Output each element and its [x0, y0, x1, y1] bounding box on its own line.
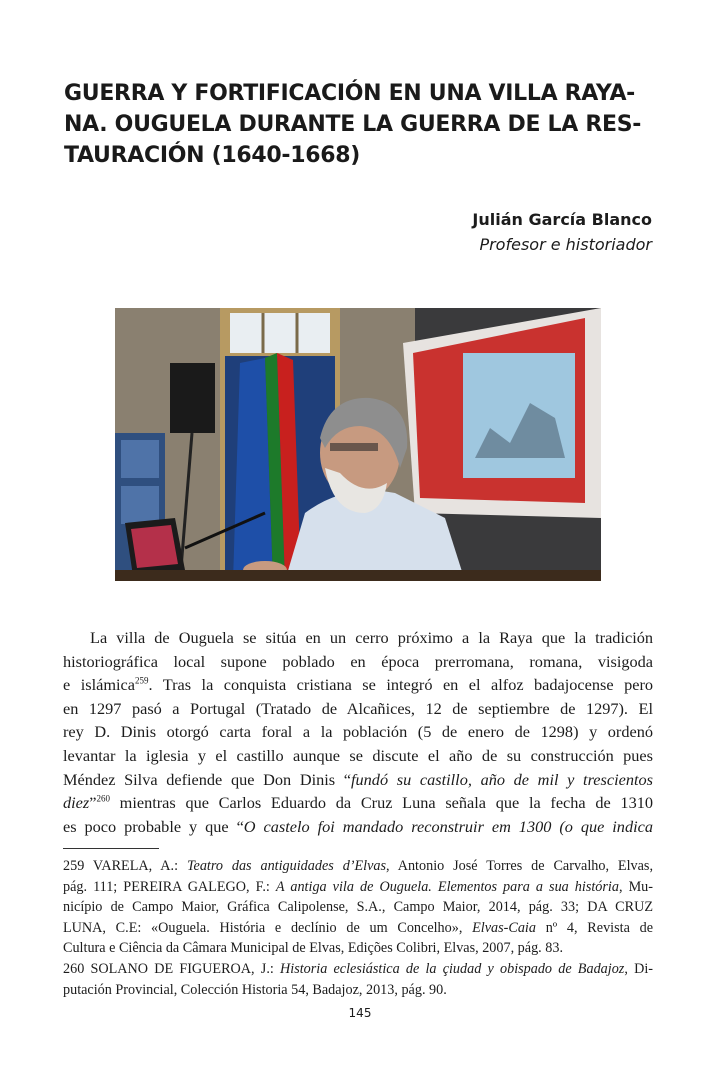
text-line: rey D. Dinis otorgó carta foral a la población (5 de enero de 1298) y ordenó: [63, 722, 653, 742]
lecture-photo: [115, 308, 601, 581]
text-line: en 1297 pasó a Portugal (Tratado de Alcañices, 12 de septiembre de 1297). El: [63, 698, 653, 718]
text-line: diez”$^{260}$ mientras que Carlos Eduardo da Cruz Luna señala que la fecha de 1310: [63, 793, 653, 813]
author-role: Profesor e historiador: [479, 235, 652, 254]
text-line: historiográfica local supone poblado en época prerromana, romana, visigoda: [63, 651, 653, 671]
title-line: GUERRA Y FORTIFICACIÓN EN UNA VILLA RAYA-: [64, 81, 636, 106]
chapter-title: [64, 78, 664, 171]
text-line: Méndez Silva defiende que Don Dinis “fundó su castillo, año de mil y trescientos: [63, 769, 653, 789]
footnote-line: nicípio de Campo Maior, Gráfica Calipolense, S.A., Campo Maior, 2014, pág. 33; DA CRUZ: [63, 899, 653, 916]
footnote-line: putación Provincial, Colección Historia 54, Badajoz, 2013, pág. 90.: [63, 981, 447, 998]
author-block: [472, 207, 652, 257]
text-line: e islámica$^{259}$. Tras la conquista cristiana se integró en el alfoz badajocense pero: [63, 675, 654, 695]
title-line: TAURACIÓN (1640-1668): [64, 143, 360, 168]
footnote-line: Cultura e Ciência da Câmara Municipal de Elvas, Edições Colibri, Elvas, 2007, pág. 83.: [63, 940, 563, 957]
body-paragraph: [63, 626, 653, 838]
quotation: fundó su castillo, año de mil y trescientos: [351, 769, 653, 789]
text-line: levantar la iglesia y el castillo aunque se discute el año de su construcción pues: [63, 745, 653, 765]
footnotes: [63, 856, 653, 1000]
footnote-ref[interactable]: 259: [134, 675, 149, 686]
title-line: NA. OUGUELA DURANTE LA GUERRA DE LA RES-: [64, 112, 642, 137]
footnote-ref[interactable]: 260: [96, 793, 110, 804]
footnote-line: pág. 111; PEREIRA GALEGO, F.: A antiga vila de Ouguela. Elementos para a sua história, Mu-: [63, 878, 653, 895]
author-name: Julián García Blanco: [472, 210, 652, 229]
lecture-photo-illustration: [115, 308, 601, 581]
text-line: La villa de Ouguela se sitúa en un cerro próximo a la Raya que la tradición: [90, 628, 653, 647]
footnote-line: 259 VARELA, A.: Teatro das antiguidades d’Elvas, Antonio José Torres de Carvalho, Elvas,: [63, 858, 653, 874]
footnote-line: 260 SOLANO DE FIGUEROA, J.: Historia eclesiástica de la çiudad y obispado de Badajoz, Di-: [63, 960, 653, 977]
quotation: O castelo foi mandado reconstruir em 1300 (o que indica: [243, 816, 653, 836]
text-line: es poco probable y que “O castelo foi mandado reconstruir em 1300 (o que indica: [63, 816, 653, 836]
quotation: diez: [63, 793, 90, 813]
footnote-divider: [63, 848, 159, 849]
footnote-line: LUNA, C.E: «Ouguela. História e declínio de um Concelho», Elvas-Caia nº 4, Revista de: [63, 919, 653, 936]
page-number: 145: [348, 1006, 372, 1020]
